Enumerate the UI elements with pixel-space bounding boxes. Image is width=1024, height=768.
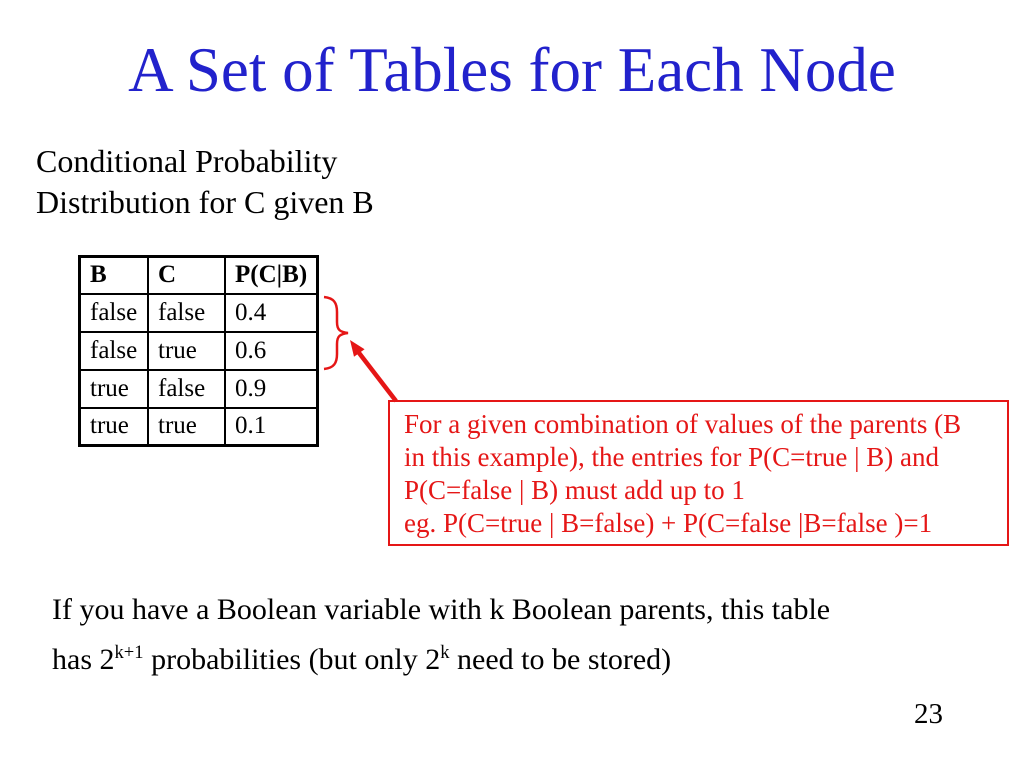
cpd-caption-line2: Distribution for C given B (36, 184, 374, 220)
brace-icon (324, 297, 348, 369)
arrow-head-icon (350, 340, 365, 357)
callout-box (388, 400, 1009, 546)
arrow-line (356, 349, 396, 401)
note-line2-prefix: has 2 (52, 643, 115, 676)
table-row (80, 408, 318, 446)
callout-line: eg. P(C=true | B=false) + P(C=false |B=false )=1 (404, 508, 933, 538)
cell-p: 0.9 (225, 370, 318, 408)
table-row (80, 370, 318, 408)
cell-b: true (80, 408, 149, 446)
cpd-caption-line1: Conditional Probability (36, 143, 338, 179)
cell-b: false (80, 332, 149, 370)
cell-p: 0.1 (225, 408, 318, 446)
note-exponent-k1: k+1 (114, 642, 144, 663)
cell-b: false (80, 294, 149, 332)
table-row (80, 332, 318, 370)
page-title: A Set of Tables for Each Node (128, 35, 896, 105)
table-header-row (80, 257, 318, 294)
cell-c: true (148, 332, 225, 370)
cell-c: false (148, 370, 225, 408)
cell-p: 0.6 (225, 332, 318, 370)
cell-c: false (148, 294, 225, 332)
note-line2 (52, 631, 830, 681)
note-line2-mid: probabilities (but only 2 (143, 643, 441, 676)
col-header-b: B (80, 257, 149, 294)
col-header-pcb: P(C|B) (225, 257, 318, 294)
cell-b: true (80, 370, 149, 408)
note-line1: If you have a Boolean variable with k Boolean parents, this table (52, 593, 831, 626)
cell-c: true (148, 408, 225, 446)
page-number: 23 (914, 698, 943, 730)
table-row (80, 294, 318, 332)
note-text (52, 588, 830, 681)
cpd-caption (36, 141, 374, 223)
callout-line: in this example), the entries for P(C=true | B) and (404, 442, 940, 472)
callout-line: For a given combination of values of the parents (B (404, 409, 962, 439)
note-line2-suffix: need to be stored) (449, 643, 672, 676)
callout-line: P(C=false | B) must add up to 1 (404, 475, 745, 505)
cpt-table (78, 255, 319, 447)
note-exponent-k: k (440, 642, 450, 663)
cell-p: 0.4 (225, 294, 318, 332)
col-header-c: C (148, 257, 225, 294)
